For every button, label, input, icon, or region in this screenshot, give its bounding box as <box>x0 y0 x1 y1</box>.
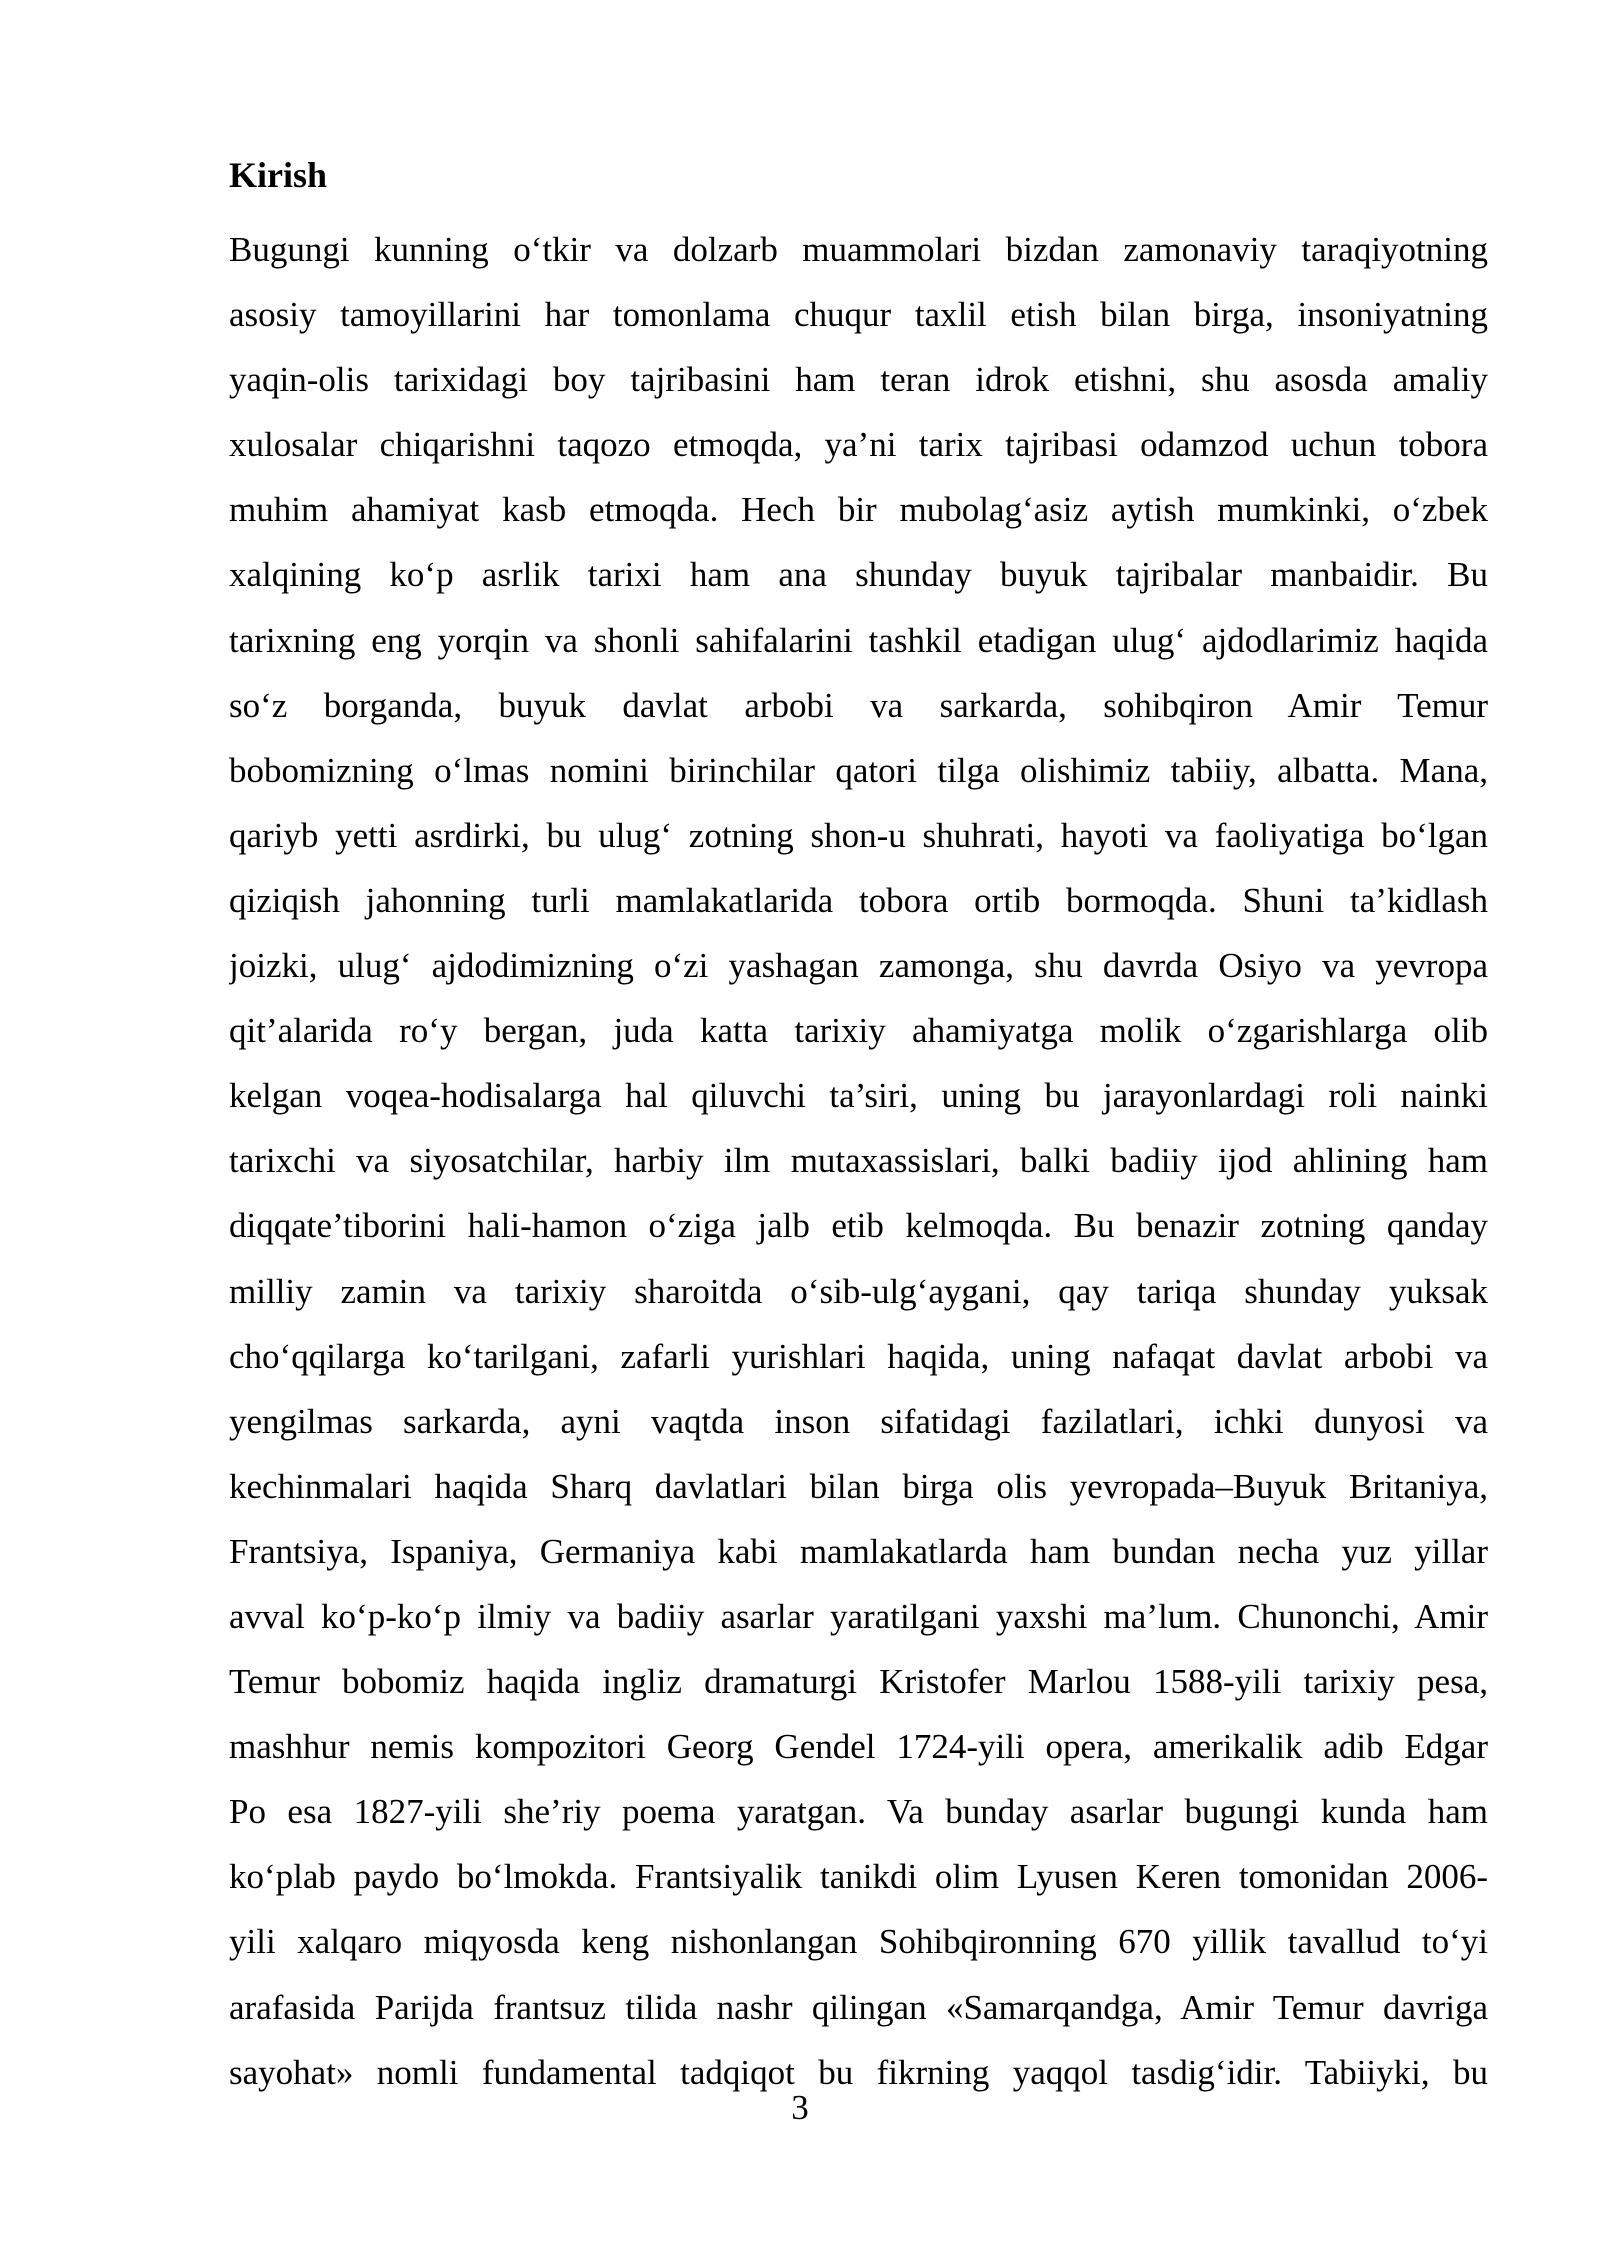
body-paragraph <box>229 217 1488 2105</box>
text-line: mashhur nemis kompozitori Georg Gendel 1724-yili opera, amerikalik adib Edgar <box>229 1727 1488 1767</box>
text-line: diqqate’tiborini hali-hamon o‘ziga jalb etib kelmoqda. Bu benazir zotning qanday <box>229 1206 1488 1246</box>
text-line: tarixchi va siyosatchilar, harbiy ilm mutaxassislari, balki badiiy ijod ahlining ham <box>229 1141 1488 1181</box>
text-line: muhim ahamiyat kasb etmoqda. Hech bir mubolag‘asiz aytish mumkinki, o‘zbek <box>229 490 1488 530</box>
text-line: xalqining ko‘p asrlik tarixi ham ana shunday buyuk tajribalar manbaidir. Bu <box>229 555 1488 595</box>
text-line: tarixning eng yorqin va shonli sahifalarini tashkil etadigan ulug‘ ajdodlarimiz haqida <box>229 620 1488 660</box>
text-line: kelgan voqea-hodisalarga hal qiluvchi ta’siri, uning bu jarayonlardagi roli nainki <box>229 1076 1488 1116</box>
page-number: 3 <box>791 2088 809 2127</box>
section-heading: Kirish <box>229 155 328 195</box>
text-line: milliy zamin va tarixiy sharoitda o‘sib-ulg‘aygani, qay tariqa shunday yuksak <box>229 1271 1488 1311</box>
text-line: joizki, ulug‘ ajdodimizning o‘zi yashagan zamonga, shu davrda Osiyo va yevropa <box>229 946 1488 986</box>
text-line: yengilmas sarkarda, ayni vaqtda inson sifatidagi fazilatlari, ichki dunyosi va <box>229 1401 1488 1441</box>
text-line: avval ko‘p-ko‘p ilmiy va badiiy asarlar yaratilgani yaxshi ma’lum. Chunonchi, Amir <box>229 1596 1488 1636</box>
text-line: Bugungi kunning o‘tkir va dolzarb muammolari bizdan zamonaviy taraqiyotning <box>229 230 1488 269</box>
text-line: Frantsiya, Ispaniya, Germaniya kabi mamlakatlarda ham bundan necha yuz yillar <box>229 1531 1488 1571</box>
text-line: Po esa 1827-yili she’riy poema yaratgan. Va bunday asarlar bugungi kunda ham <box>229 1792 1488 1832</box>
text-line: bobomizning o‘lmas nomini birinchilar qatori tilga olishimiz tabiiy, albatta. Mana, <box>229 750 1488 790</box>
text-line: yaqin-olis tarixidagi boy tajribasini ham teran idrok etishni, shu asosda amaliy <box>229 360 1488 400</box>
text-line: qiziqish jahonning turli mamlakatlarida tobora ortib bormoqda. Shuni ta’kidlash <box>229 880 1488 920</box>
text-line: yili xalqaro miqyosda keng nishonlangan Sohibqironning 670 yillik tavallud to‘yi <box>229 1922 1488 1962</box>
text-line: so‘z borganda, buyuk davlat arbobi va sarkarda, sohibqiron Amir Temur <box>229 685 1488 725</box>
text-line: asosiy tamoyillarini har tomonlama chuqur taxlil etish bilan birga, insoniyatning <box>229 295 1488 335</box>
text-line: xulosalar chiqarishni taqozo etmoqda, ya’ni tarix tajribasi odamzod uchun tobora <box>229 425 1488 465</box>
text-line: ko‘plab paydo bo‘lmokda. Frantsiyalik tanikdi olim Lyusen Keren tomonidan 2006- <box>229 1857 1488 1897</box>
text-line: sayohat» nomli fundamental tadqiqot bu fikrning yaqqol tasdig‘idir. Tabiiyki, bu <box>229 2052 1488 2092</box>
text-line: qit’alarida ro‘y bergan, juda katta tarixiy ahamiyatga molik o‘zgarishlarga olib <box>229 1011 1488 1051</box>
text-line: arafasida Parijda frantsuz tilida nashr qilingan «Samarqandga, Amir Temur davriga <box>229 1987 1488 2027</box>
text-line: cho‘qqilarga ko‘tarilgani, zafarli yurishlari haqida, uning nafaqat davlat arbobi va <box>229 1336 1488 1376</box>
text-line: qariyb yetti asrdirki, bu ulug‘ zotning shon-u shuhrati, hayoti va faoliyatiga bo‘lgan <box>229 815 1488 855</box>
text-line: kechinmalari haqida Sharq davlatlari bilan birga olis yevropada–Buyuk Britaniya, <box>229 1466 1488 1506</box>
text-line: Temur bobomiz haqida ingliz dramaturgi Kristofer Marlou 1588-yili tarixiy pesa, <box>229 1662 1488 1702</box>
